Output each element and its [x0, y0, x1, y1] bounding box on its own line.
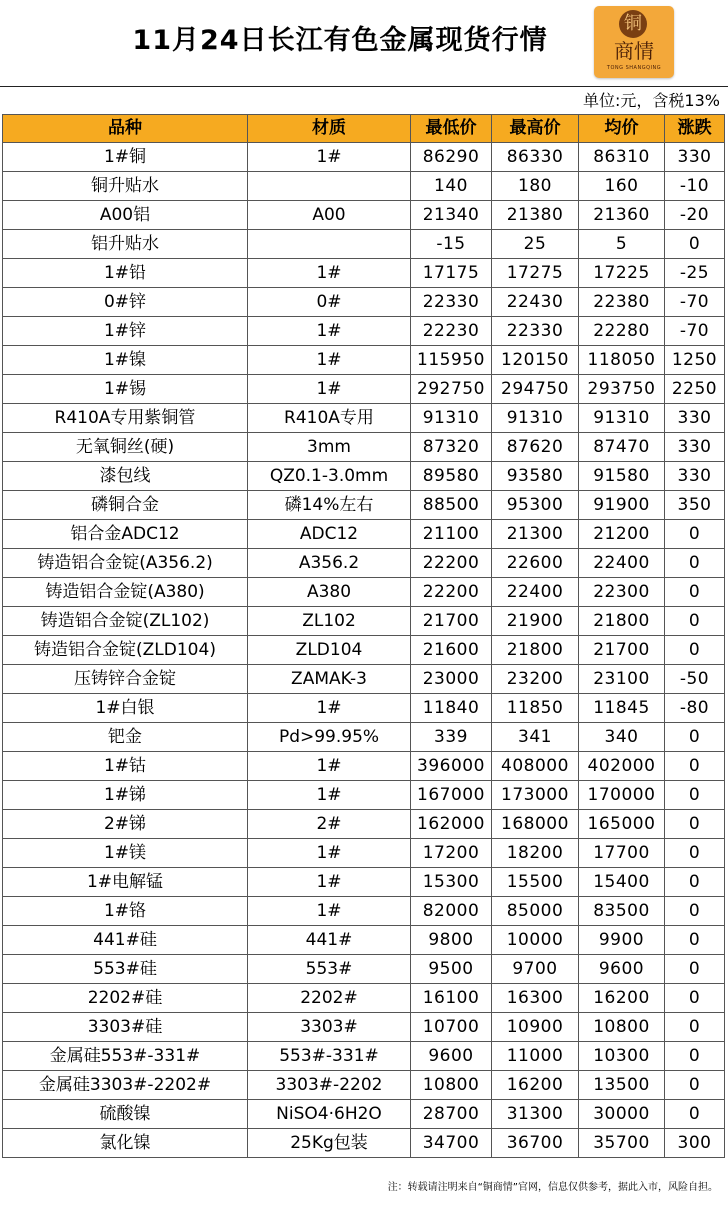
- cell-low-price: 140: [411, 172, 492, 201]
- cell-change: 330: [665, 433, 725, 462]
- cell-avg-price: 170000: [579, 781, 665, 810]
- cell-avg-price: 5: [579, 230, 665, 259]
- cell-material: 0#: [248, 288, 411, 317]
- cell-variety: 553#硅: [3, 955, 248, 984]
- cell-material: A356.2: [248, 549, 411, 578]
- cell-change: 0: [665, 781, 725, 810]
- cell-variety: 1#镍: [3, 346, 248, 375]
- cell-high-price: 22430: [492, 288, 579, 317]
- cell-variety: 1#铜: [3, 143, 248, 172]
- cell-low-price: 23000: [411, 665, 492, 694]
- cell-avg-price: 16200: [579, 984, 665, 1013]
- table-row: [3, 1071, 725, 1100]
- table-row: [3, 288, 725, 317]
- table-header-row: [3, 115, 725, 143]
- cell-avg-price: 9600: [579, 955, 665, 984]
- cell-change: 0: [665, 723, 725, 752]
- cell-high-price: 18200: [492, 839, 579, 868]
- cell-high-price: 31300: [492, 1100, 579, 1129]
- copper-coin-icon: 铜: [619, 10, 647, 38]
- cell-high-price: 17275: [492, 259, 579, 288]
- cell-avg-price: 21800: [579, 607, 665, 636]
- cell-material: 1#: [248, 346, 411, 375]
- cell-change: 0: [665, 984, 725, 1013]
- cell-variety: 硫酸镍: [3, 1100, 248, 1129]
- cell-low-price: 10700: [411, 1013, 492, 1042]
- cell-avg-price: 35700: [579, 1129, 665, 1158]
- cell-low-price: 22230: [411, 317, 492, 346]
- cell-avg-price: 293750: [579, 375, 665, 404]
- table-row: [3, 143, 725, 172]
- table-row: [3, 230, 725, 259]
- cell-change: 0: [665, 578, 725, 607]
- cell-avg-price: 91580: [579, 462, 665, 491]
- cell-avg-price: 160: [579, 172, 665, 201]
- cell-avg-price: 23100: [579, 665, 665, 694]
- column-header-change: 涨跌: [665, 115, 725, 143]
- column-header-avg-price: 均价: [579, 115, 665, 143]
- cell-change: 0: [665, 839, 725, 868]
- cell-change: 330: [665, 462, 725, 491]
- cell-change: -80: [665, 694, 725, 723]
- unit-label: 单位:元，含税13%: [583, 91, 720, 110]
- cell-high-price: 21800: [492, 636, 579, 665]
- table-row: [3, 317, 725, 346]
- cell-variety: 1#钴: [3, 752, 248, 781]
- cell-variety: 2#锑: [3, 810, 248, 839]
- table-row: [3, 752, 725, 781]
- table-row: [3, 694, 725, 723]
- cell-material: 553#-331#: [248, 1042, 411, 1071]
- cell-low-price: 162000: [411, 810, 492, 839]
- cell-low-price: 21600: [411, 636, 492, 665]
- cell-high-price: 21900: [492, 607, 579, 636]
- cell-high-price: 10900: [492, 1013, 579, 1042]
- cell-material: 1#: [248, 781, 411, 810]
- cell-avg-price: 17700: [579, 839, 665, 868]
- cell-change: 0: [665, 1013, 725, 1042]
- cell-variety: 1#镁: [3, 839, 248, 868]
- cell-variety: 1#锡: [3, 375, 248, 404]
- cell-high-price: 11850: [492, 694, 579, 723]
- cell-avg-price: 118050: [579, 346, 665, 375]
- table-row: [3, 1129, 725, 1158]
- brand-logo: [594, 6, 674, 78]
- table-row: [3, 781, 725, 810]
- cell-variety: 1#铅: [3, 259, 248, 288]
- cell-avg-price: 86310: [579, 143, 665, 172]
- cell-low-price: 88500: [411, 491, 492, 520]
- cell-high-price: 86330: [492, 143, 579, 172]
- cell-material: QZ0.1-3.0mm: [248, 462, 411, 491]
- cell-material: A380: [248, 578, 411, 607]
- cell-avg-price: 402000: [579, 752, 665, 781]
- cell-low-price: 21700: [411, 607, 492, 636]
- cell-material: R410A专用: [248, 404, 411, 433]
- cell-change: 350: [665, 491, 725, 520]
- cell-high-price: 408000: [492, 752, 579, 781]
- cell-low-price: 17175: [411, 259, 492, 288]
- cell-high-price: 95300: [492, 491, 579, 520]
- cell-change: 0: [665, 955, 725, 984]
- footer-note: 注：转载请注明来自“铜商情”官网，信息仅供参考，据此入市，风险自担。: [387, 1182, 718, 1193]
- cell-change: -25: [665, 259, 725, 288]
- column-header-low-price: 最低价: [411, 115, 492, 143]
- cell-high-price: 341: [492, 723, 579, 752]
- cell-variety: 金属硅553#-331#: [3, 1042, 248, 1071]
- cell-change: 0: [665, 1071, 725, 1100]
- column-header-variety: 品种: [3, 115, 248, 143]
- cell-material: 1#: [248, 897, 411, 926]
- cell-high-price: 16200: [492, 1071, 579, 1100]
- cell-change: 0: [665, 1100, 725, 1129]
- cell-avg-price: 21200: [579, 520, 665, 549]
- cell-material: 3mm: [248, 433, 411, 462]
- cell-high-price: 11000: [492, 1042, 579, 1071]
- cell-high-price: 9700: [492, 955, 579, 984]
- cell-material: [248, 172, 411, 201]
- cell-low-price: 22200: [411, 549, 492, 578]
- cell-change: 300: [665, 1129, 725, 1158]
- table-row: [3, 578, 725, 607]
- cell-avg-price: 91900: [579, 491, 665, 520]
- cell-low-price: 9500: [411, 955, 492, 984]
- cell-high-price: 23200: [492, 665, 579, 694]
- page-title: 11月24日长江有色金属现货行情: [132, 25, 548, 56]
- table-row: [3, 984, 725, 1013]
- cell-low-price: 86290: [411, 143, 492, 172]
- cell-avg-price: 83500: [579, 897, 665, 926]
- table-row: [3, 868, 725, 897]
- cell-material: [248, 230, 411, 259]
- table-row: [3, 549, 725, 578]
- cell-avg-price: 91310: [579, 404, 665, 433]
- cell-change: 0: [665, 926, 725, 955]
- cell-low-price: 21100: [411, 520, 492, 549]
- table-row: [3, 404, 725, 433]
- cell-low-price: 16100: [411, 984, 492, 1013]
- cell-variety: 0#锌: [3, 288, 248, 317]
- table-row: [3, 1042, 725, 1071]
- cell-avg-price: 15400: [579, 868, 665, 897]
- cell-material: 25Kg包装: [248, 1129, 411, 1158]
- cell-avg-price: 30000: [579, 1100, 665, 1129]
- cell-change: 330: [665, 404, 725, 433]
- header: [0, 0, 728, 87]
- cell-variety: 1#铬: [3, 897, 248, 926]
- cell-high-price: 22400: [492, 578, 579, 607]
- cell-high-price: 15500: [492, 868, 579, 897]
- cell-material: NiSO4·6H2O: [248, 1100, 411, 1129]
- cell-high-price: 22330: [492, 317, 579, 346]
- cell-variety: 1#白银: [3, 694, 248, 723]
- cell-high-price: 120150: [492, 346, 579, 375]
- cell-variety: 铸造铝合金锭(A380): [3, 578, 248, 607]
- cell-material: 1#: [248, 375, 411, 404]
- table-row: [3, 375, 725, 404]
- cell-variety: 铸造铝合金锭(ZL102): [3, 607, 248, 636]
- cell-high-price: 22600: [492, 549, 579, 578]
- cell-avg-price: 13500: [579, 1071, 665, 1100]
- cell-change: -50: [665, 665, 725, 694]
- cell-material: 2#: [248, 810, 411, 839]
- table-row: [3, 723, 725, 752]
- cell-high-price: 25: [492, 230, 579, 259]
- cell-variety: 1#锌: [3, 317, 248, 346]
- cell-avg-price: 10300: [579, 1042, 665, 1071]
- cell-material: 3303#: [248, 1013, 411, 1042]
- cell-avg-price: 22380: [579, 288, 665, 317]
- table-row: [3, 607, 725, 636]
- cell-change: 0: [665, 520, 725, 549]
- cell-material: 1#: [248, 259, 411, 288]
- cell-change: -20: [665, 201, 725, 230]
- column-header-high-price: 最高价: [492, 115, 579, 143]
- cell-variety: 铸造铝合金锭(A356.2): [3, 549, 248, 578]
- cell-change: 0: [665, 230, 725, 259]
- cell-low-price: 115950: [411, 346, 492, 375]
- cell-material: 553#: [248, 955, 411, 984]
- cell-variety: 压铸锌合金锭: [3, 665, 248, 694]
- cell-high-price: 85000: [492, 897, 579, 926]
- cell-avg-price: 22280: [579, 317, 665, 346]
- cell-avg-price: 22300: [579, 578, 665, 607]
- cell-material: ZAMAK-3: [248, 665, 411, 694]
- cell-change: 0: [665, 549, 725, 578]
- cell-material: Pd>99.95%: [248, 723, 411, 752]
- cell-low-price: 11840: [411, 694, 492, 723]
- cell-low-price: 10800: [411, 1071, 492, 1100]
- cell-avg-price: 10800: [579, 1013, 665, 1042]
- cell-low-price: 15300: [411, 868, 492, 897]
- table-row: [3, 1100, 725, 1129]
- cell-material: 1#: [248, 839, 411, 868]
- cell-low-price: 9600: [411, 1042, 492, 1071]
- table-row: [3, 926, 725, 955]
- cell-high-price: 294750: [492, 375, 579, 404]
- cell-variety: 氯化镍: [3, 1129, 248, 1158]
- price-table: [2, 114, 725, 1158]
- cell-material: ZLD104: [248, 636, 411, 665]
- cell-variety: 铸造铝合金锭(ZLD104): [3, 636, 248, 665]
- cell-avg-price: 9900: [579, 926, 665, 955]
- cell-low-price: 22200: [411, 578, 492, 607]
- cell-variety: 铝升贴水: [3, 230, 248, 259]
- cell-change: -10: [665, 172, 725, 201]
- table-row: [3, 955, 725, 984]
- cell-high-price: 93580: [492, 462, 579, 491]
- table-row: [3, 636, 725, 665]
- cell-variety: A00铝: [3, 201, 248, 230]
- cell-change: 0: [665, 1042, 725, 1071]
- logo-subtitle: TONG SHANGQING: [606, 65, 662, 71]
- cell-low-price: 91310: [411, 404, 492, 433]
- cell-material: 1#: [248, 143, 411, 172]
- cell-change: 0: [665, 810, 725, 839]
- cell-change: -70: [665, 288, 725, 317]
- cell-low-price: 34700: [411, 1129, 492, 1158]
- cell-variety: 无氧铜丝(硬): [3, 433, 248, 462]
- cell-low-price: 21340: [411, 201, 492, 230]
- cell-variety: 铜升贴水: [3, 172, 248, 201]
- table-row: [3, 810, 725, 839]
- cell-high-price: 16300: [492, 984, 579, 1013]
- column-header-material: 材质: [248, 115, 411, 143]
- cell-avg-price: 87470: [579, 433, 665, 462]
- cell-variety: 铝合金ADC12: [3, 520, 248, 549]
- table-row: [3, 346, 725, 375]
- table-body: [3, 143, 725, 1158]
- cell-change: 0: [665, 607, 725, 636]
- cell-variety: 3303#硅: [3, 1013, 248, 1042]
- cell-material: ZL102: [248, 607, 411, 636]
- cell-low-price: 339: [411, 723, 492, 752]
- cell-material: 1#: [248, 752, 411, 781]
- logo-brand-text: 商情: [614, 39, 654, 63]
- cell-low-price: 82000: [411, 897, 492, 926]
- cell-variety: 钯金: [3, 723, 248, 752]
- cell-variety: 漆包线: [3, 462, 248, 491]
- cell-change: 0: [665, 636, 725, 665]
- cell-high-price: 21380: [492, 201, 579, 230]
- table-row: [3, 201, 725, 230]
- cell-low-price: 396000: [411, 752, 492, 781]
- table-row: [3, 1013, 725, 1042]
- cell-low-price: 28700: [411, 1100, 492, 1129]
- cell-material: 3303#-2202: [248, 1071, 411, 1100]
- cell-avg-price: 22400: [579, 549, 665, 578]
- cell-low-price: -15: [411, 230, 492, 259]
- table-row: [3, 839, 725, 868]
- cell-high-price: 36700: [492, 1129, 579, 1158]
- cell-change: 2250: [665, 375, 725, 404]
- cell-material: 1#: [248, 694, 411, 723]
- cell-low-price: 87320: [411, 433, 492, 462]
- table-row: [3, 520, 725, 549]
- cell-material: ADC12: [248, 520, 411, 549]
- cell-material: 441#: [248, 926, 411, 955]
- cell-variety: 磷铜合金: [3, 491, 248, 520]
- cell-material: 1#: [248, 868, 411, 897]
- cell-change: 1250: [665, 346, 725, 375]
- cell-variety: 金属硅3303#-2202#: [3, 1071, 248, 1100]
- cell-low-price: 22330: [411, 288, 492, 317]
- cell-change: 0: [665, 752, 725, 781]
- table-row: [3, 259, 725, 288]
- table-row: [3, 462, 725, 491]
- cell-change: 0: [665, 868, 725, 897]
- cell-low-price: 17200: [411, 839, 492, 868]
- cell-low-price: 167000: [411, 781, 492, 810]
- cell-avg-price: 340: [579, 723, 665, 752]
- cell-low-price: 292750: [411, 375, 492, 404]
- cell-change: -70: [665, 317, 725, 346]
- cell-change: 0: [665, 897, 725, 926]
- cell-change: 330: [665, 143, 725, 172]
- table-row: [3, 172, 725, 201]
- cell-variety: 1#锑: [3, 781, 248, 810]
- cell-variety: 441#硅: [3, 926, 248, 955]
- cell-avg-price: 21360: [579, 201, 665, 230]
- cell-variety: 2202#硅: [3, 984, 248, 1013]
- table-row: [3, 433, 725, 462]
- cell-high-price: 91310: [492, 404, 579, 433]
- cell-variety: 1#电解锰: [3, 868, 248, 897]
- table-row: [3, 897, 725, 926]
- cell-high-price: 180: [492, 172, 579, 201]
- cell-variety: R410A专用紫铜管: [3, 404, 248, 433]
- cell-high-price: 21300: [492, 520, 579, 549]
- cell-material: 磷14%左右: [248, 491, 411, 520]
- cell-material: 1#: [248, 317, 411, 346]
- cell-high-price: 87620: [492, 433, 579, 462]
- cell-high-price: 10000: [492, 926, 579, 955]
- cell-high-price: 173000: [492, 781, 579, 810]
- cell-avg-price: 165000: [579, 810, 665, 839]
- cell-avg-price: 17225: [579, 259, 665, 288]
- cell-avg-price: 11845: [579, 694, 665, 723]
- cell-avg-price: 21700: [579, 636, 665, 665]
- table-row: [3, 665, 725, 694]
- cell-low-price: 89580: [411, 462, 492, 491]
- cell-low-price: 9800: [411, 926, 492, 955]
- cell-material: A00: [248, 201, 411, 230]
- cell-high-price: 168000: [492, 810, 579, 839]
- table-row: [3, 491, 725, 520]
- cell-material: 2202#: [248, 984, 411, 1013]
